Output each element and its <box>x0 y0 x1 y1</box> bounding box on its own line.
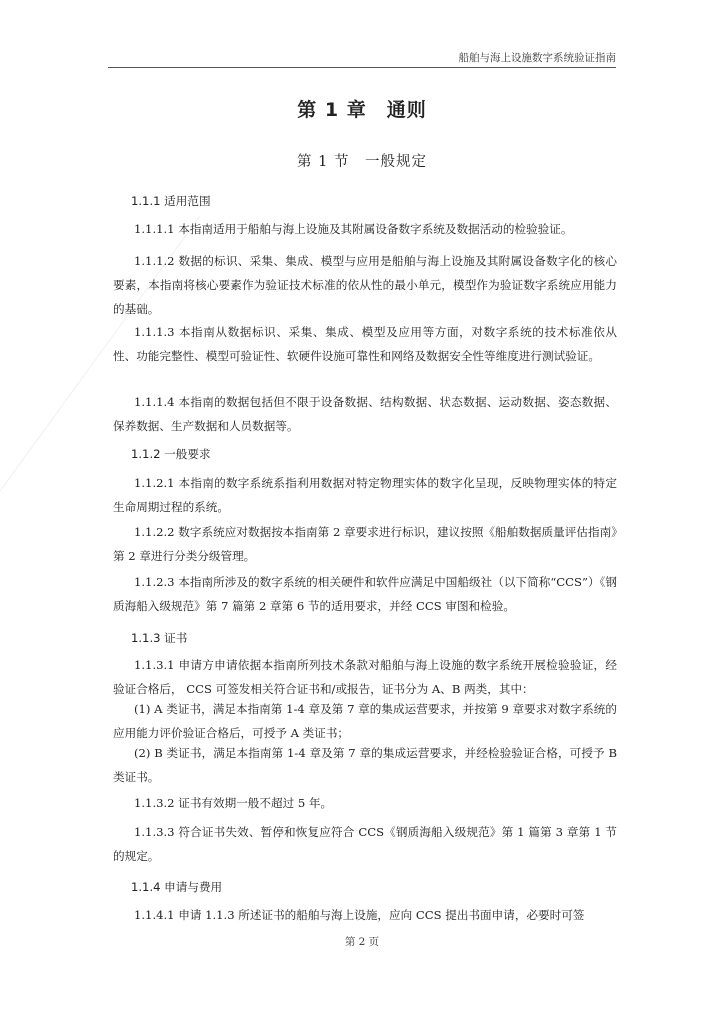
subsection-heading-1-1-2: 1.1.2 一般要求 <box>131 447 211 461</box>
paragraph-1-1-4-1: 1.1.4.1 申请 1.1.3 所述证书的船舶与海上设施，应向 CCS 提出书面申请，必要时可签 <box>134 908 585 922</box>
paragraph-1-1-1-1: 1.1.1.1 本指南适用于船舶与海上设施及其附属设备数字系统及数据活动的检验验证。 <box>134 222 573 236</box>
paragraph-1-1-1-2: 1.1.1.2 数据的标识、采集、集成、模型与应用是船舶与海上设施及其附属设备数字化的核心要素，本指南将核心要素作为验证技术标准的依从性的最小单元，模型作为验证数字系统应用能力的基础。 <box>113 254 617 316</box>
paragraph-1-1-3-1-item-a: (1) A 类证书，满足本指南第 1-4 章及第 7 章的集成运营要求，并按第 9 章要求对数字系统的应用能力评价验证合格后，可授予 A 类证书； <box>113 702 617 740</box>
paragraph-1-1-1-4: 1.1.1.4 本指南的数据包括但不限于设备数据、结构数据、状态数据、运动数据、姿态数据、保养数据、生产数据和人员数据等。 <box>113 395 617 433</box>
paragraph-1-1-2-2: 1.1.2.2 数字系统应对数据按本指南第 2 章要求进行标识，建议按照《船舶数据质量评估指南》第 2 章进行分类分级管理。 <box>113 525 617 563</box>
subsection-heading-1-1-3: 1.1.3 证书 <box>131 631 188 645</box>
page-number: 第 2 页 <box>344 936 380 948</box>
paragraph-1-1-3-1: 1.1.3.1 申请方申请依据本指南所列技术条款对船舶与海上设施的数字系统开展检验验证，经验证合格后， CCS 可签发相关符合证书和/或报告，证书分为 A、B 两类，其中： <box>113 658 617 696</box>
paragraph-1-1-1-3: 1.1.1.3 本指南从数据标识、采集、集成、模型及应用等方面，对数字系统的技术标准依从性、功能完整性、模型可验证性、软硬件设施可靠性和网络及数据安全性等维度进行测试验证。 <box>113 325 617 363</box>
section-title: 第 1 节 一般规定 <box>297 154 427 170</box>
subsection-heading-1-1-4: 1.1.4 申请与费用 <box>131 880 223 894</box>
paragraph-1-1-3-2: 1.1.3.2 证书有效期一般不超过 5 年。 <box>134 796 333 810</box>
paragraph-1-1-3-3: 1.1.3.3 符合证书失效、暂停和恢复应符合 CCS《钢质海船入级规范》第 1 篇第 3 章第 1 节的规定。 <box>113 825 617 863</box>
paragraph-1-1-3-1-item-b: (2) B 类证书，满足本指南第 1-4 章及第 7 章的集成运营要求，并经检验验证合格，可授予 B 类证书。 <box>113 746 617 784</box>
chapter-title: 第 1 章 通则 <box>297 99 427 121</box>
running-header: 船舶与海上设施数字系统验证指南 <box>458 52 616 64</box>
subsection-heading-1-1-1: 1.1.1 适用范围 <box>131 194 211 208</box>
paragraph-1-1-2-1: 1.1.2.1 本指南的数字系统系指利用数据对特定物理实体的数字化呈现，反映物理实体的特定生命周期过程的系统。 <box>113 476 617 514</box>
paragraph-1-1-2-3: 1.1.2.3 本指南所涉及的数字系统的相关硬件和软件应满足中国船级社（以下简称“CCS”）《钢质海船入级规范》第 7 篇第 2 章第 6 节的适用要求，并经 CCS 审图和检验。 <box>113 575 617 613</box>
header-divider <box>108 67 616 68</box>
